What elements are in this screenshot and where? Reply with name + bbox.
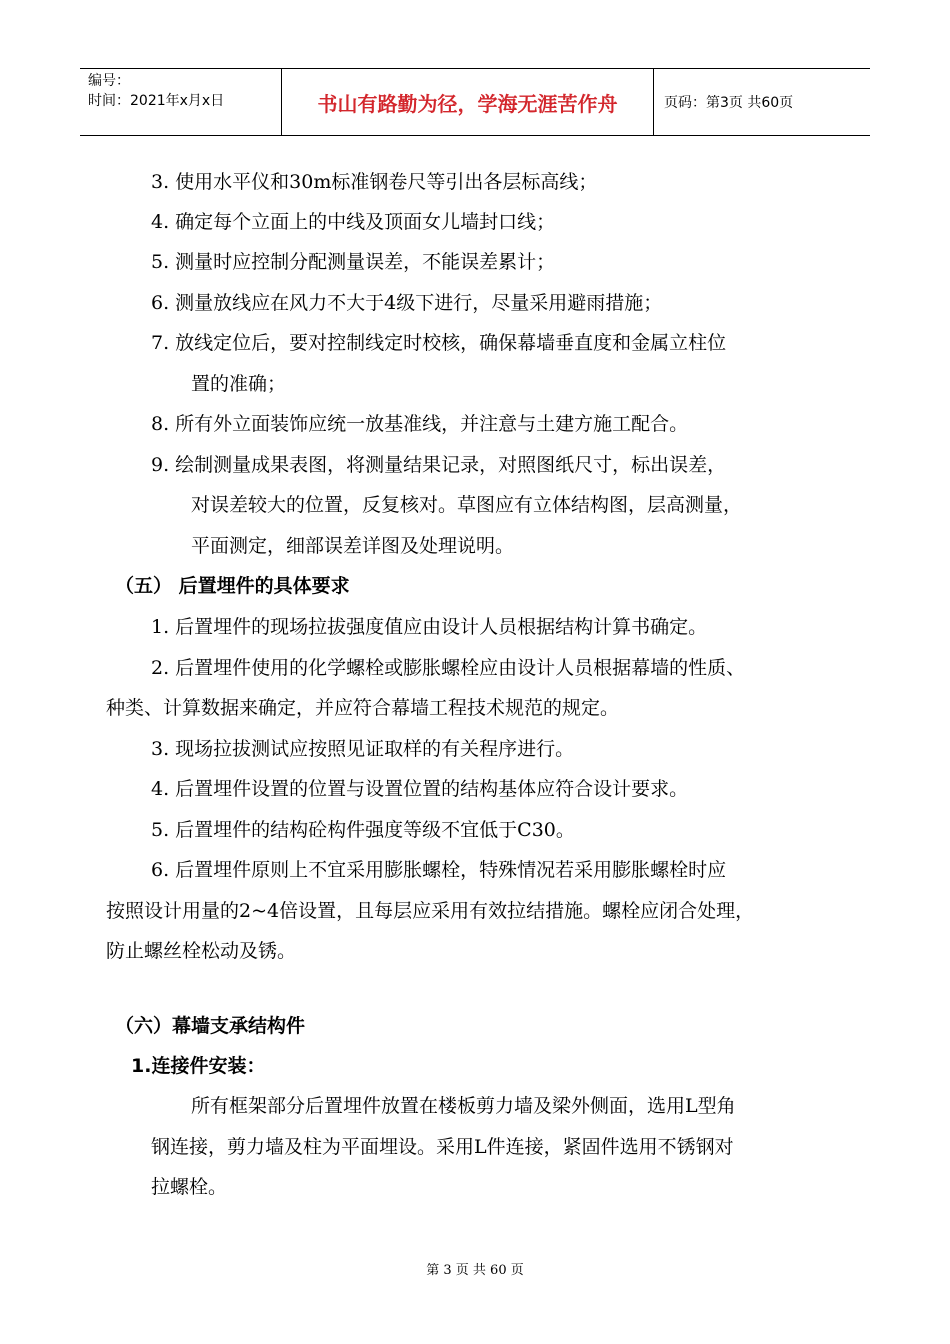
text-line: 6. 后置埋件原则上不宜采用膨胀螺栓，特殊情况若采用膨胀螺栓时应 xyxy=(151,859,727,881)
text-line: 5. 测量时应控制分配测量误差，不能误差累计； xyxy=(151,251,556,273)
text-line: 7. 放线定位后，要对控制线定时校核，确保幕墙垂直度和金属立柱位 xyxy=(151,332,727,354)
text-line: 4. 确定每个立面上的中线及顶面女儿墙封口线； xyxy=(151,211,556,233)
text-line: 按照设计用量的2~4倍设置，且每层应采用有效拉结措施。螺栓应闭合处理， xyxy=(106,900,755,922)
text-line: 3. 使用水平仪和30m标准钢卷尺等引出各层标高线； xyxy=(151,171,598,193)
text-line: 8. 所有外立面装饰应统一放基准线，并注意与土建方施工配合。 xyxy=(151,413,689,435)
text-line: 3. 现场拉拔测试应按照见证取样的有关程序进行。 xyxy=(151,738,575,760)
text-line: 9. 绘制测量成果表图，将测量结果记录，对照图纸尺寸，标出误差， xyxy=(151,454,727,476)
header-page-info xyxy=(654,69,870,135)
header-motto-cell xyxy=(282,69,654,135)
text-line: 6. 测量放线应在风力不大于4级下进行，尽量采用避雨措施； xyxy=(151,292,663,314)
header-meta xyxy=(80,69,282,135)
text-line: 平面测定，细部误差详图及处理说明。 xyxy=(191,535,515,557)
page-info: 页码：第3页 共60页 xyxy=(664,95,794,111)
section-heading: （六）幕墙支承结构件 xyxy=(115,1015,306,1037)
text-line: 2. 后置埋件使用的化学螺栓或膨胀螺栓应由设计人员根据幕墙的性质、 xyxy=(151,657,746,679)
page-footer: 第 3 页 共 60 页 xyxy=(426,1263,524,1278)
text-line: 置的准确； xyxy=(191,373,287,395)
number-label: 编号： xyxy=(88,73,130,89)
text-line: 5. 后置埋件的结构砼构件强度等级不宜低于C30。 xyxy=(151,819,575,841)
text-line: 所有框架部分后置埋件放置在楼板剪力墙及梁外侧面，选用L型角 xyxy=(191,1095,736,1117)
text-line: 4. 后置埋件设置的位置与设置位置的结构基体应符合设计要求。 xyxy=(151,778,689,800)
text-line: 种类、计算数据来确定，并应符合幕墙工程技术规范的规定。 xyxy=(106,697,620,719)
text-line: 1. 后置埋件的现场拉拔强度值应由设计人员根据结构计算书确定。 xyxy=(151,616,708,638)
motto: 书山有路勤为径，学海无涯苦作舟 xyxy=(317,91,618,116)
text-line: 拉螺栓。 xyxy=(151,1176,228,1198)
text-line: 防止螺丝栓松动及锈。 xyxy=(106,940,297,962)
text-line: 对误差较大的位置，反复核对。草图应有立体结构图，层高测量， xyxy=(191,494,743,516)
subsection-heading: 1.连接件安装： xyxy=(131,1055,266,1077)
document-header xyxy=(80,68,870,136)
text-line: 钢连接，剪力墙及柱为平面埋设。采用L件连接，紧固件选用不锈钢对 xyxy=(151,1136,734,1158)
section-heading: （五） 后置埋件的具体要求 xyxy=(115,575,350,597)
time-label: 时间：2021年x月x日 xyxy=(88,93,225,109)
